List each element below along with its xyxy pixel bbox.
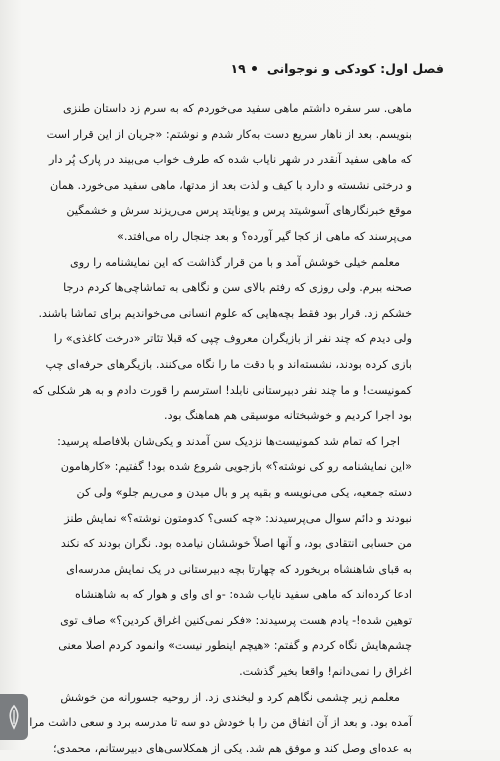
- running-header: [82, 58, 444, 78]
- publisher-tab-icon: [0, 694, 28, 740]
- text-line: و درختی نشسته و دارد با کیف و لذت بعد از مدتها، ماهی سفید می‌خورد. همان: [50, 178, 412, 192]
- bullet-separator: [252, 66, 257, 71]
- text-line: صحنه ببرم. ولی روزی که رفتم بالای سن و نگاهی به تماشاچی‌ها کردم درجا: [63, 281, 412, 295]
- text-line: به قبای شاهنشاه بربخورد که چهارتا بچه دبیرستانی در یک نمایش مدرسه‌ای: [66, 562, 412, 576]
- text-line: بازی کرده بودند، نشسته‌اند و با دقت ما را نگاه می‌کنند. بازیگرهای حرفه‌ای چپ: [45, 357, 412, 371]
- paragraph: [46, 96, 412, 250]
- chapter-title: فصل اول: کودکی و نوجوانی: [266, 60, 444, 76]
- text-line: اغراق را نمی‌دانم! واقعا بخیر گذشت.: [239, 665, 412, 679]
- body-text: [29, 96, 412, 761]
- text-line: چشم‌هایش نگاه کردم و گفتم: «هیچم اینطور نیست» وانمود کردم اصلا معنی: [58, 639, 412, 653]
- text-line: «این نمایشنامه رو کی نوشته؟» بازجویی شروع شده بود! گفتیم: «کارهامون: [60, 460, 412, 474]
- text-line: بنویسم. بعد از ناهار سریع دست به‌کار شدم و نوشتم: «جریان از این قرار است: [46, 127, 412, 141]
- text-line: بود اجرا کردیم و خوشبختانه موسیقی هم هماهنگ بود.: [164, 409, 412, 423]
- text-line: معلمم خیلی خوشش آمد و با من قرار گذاشت که این نمایشنامه را روی: [70, 255, 400, 269]
- text-line: ادعا کرده‌اند که ماهی سفید نایاب شده: -و ای وای و هوار که به شاهنشاه: [75, 588, 412, 602]
- text-line: کمونیست! و ما چند نفر دبیرستانی نابلد! استرسم را قورت دادم و به هر شکلی که: [32, 383, 412, 397]
- text-line: معلمم زیر چشمی نگاهم کرد و لبخندی زد. از روحیه جسورانه من خوشش: [60, 690, 400, 704]
- paragraph: [29, 685, 412, 761]
- text-line: ماهی. سر سفره داشتم ماهی سفید می‌خوردم که به سرم زد داستان طنزی: [63, 102, 412, 115]
- paragraph: [57, 429, 412, 685]
- text-line: آمده بود. و بعد از آن اتفاق من را با خودش دو سه تا مدرسه برد و سعی داشت مرا: [29, 716, 412, 730]
- text-line: به عده‌ای وصل کند و موفق هم شد. یکی از همکلاسی‌های دبیرستانم، محمدی؛: [53, 741, 412, 755]
- text-line: می‌پرسند که ماهی از کجا گیر آورده؟ و بعد جنجال راه می‌افتد.»: [117, 229, 412, 243]
- text-line: که ماهی سفید آنقدر در شهر نایاب شده که طرف خواب می‌بیند در پارک پُر دار: [49, 153, 412, 167]
- text-line: اجرا که تمام شد کمونیست‌ها نزدیک سن آمدند و یکی‌شان بلافاصله پرسید:: [57, 434, 400, 448]
- text-line: توهین شده!- یادم هست پرسیدند: «فکر نمی‌کنین اغراق کردین؟» صاف توی: [60, 613, 412, 627]
- text-line: خشکم زد. قرار بود فقط بچه‌هایی که علوم انسانی می‌خواندیم برای تماشا باشند.: [38, 306, 412, 320]
- text-line: دسته جمعیه، یکی می‌نویسه و بقیه پر و بال میدن و می‌ریم جلو» ولی کن: [76, 485, 412, 499]
- paragraph: [32, 250, 412, 429]
- text-line: ولی دیدم که چند نفر از بازیگران معروف چپی که قبلا تئاتر «درخت کاغذی» را: [53, 332, 412, 346]
- page-number: ۱۹: [230, 60, 246, 76]
- text-line: موقع خبرنگارهای آسوشیتد پرس و یونایتد پرس می‌ریزند سرش و خشمگین: [66, 204, 412, 218]
- text-line: نبودند و دائم سوال می‌پرسیدند: «چه کسی؟ کدومتون نوشته؟» نمایش طنز: [64, 511, 412, 525]
- text-line: من حسابی انتقادی بود، و آنها اصلاً خوششان نیامده بود. نگران بودند که نکند: [60, 537, 412, 551]
